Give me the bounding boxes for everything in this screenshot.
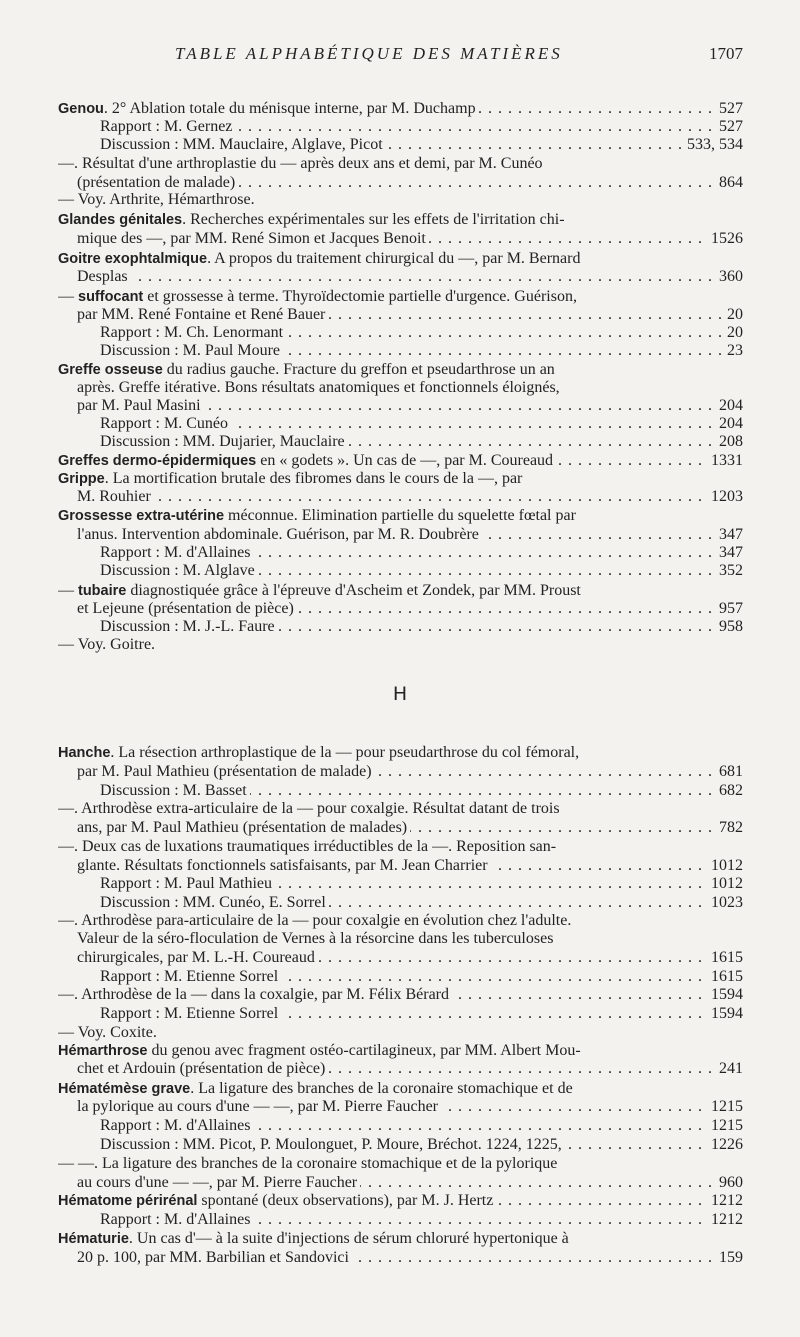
page-number: 1707 xyxy=(709,44,743,63)
entry-body: l'anus. Intervention abdominale. Guérison, par M. R. Doubrère xyxy=(77,526,479,543)
page-reference: 1331 xyxy=(707,451,743,470)
entry-text xyxy=(100,1117,253,1134)
page-reference: 23 xyxy=(723,341,743,360)
index-line xyxy=(58,360,743,379)
index-line xyxy=(100,617,743,636)
entry-keyword: Goitre exophtalmique xyxy=(58,251,208,267)
entry-body: et Lejeune (présentation de pièce) xyxy=(77,600,294,617)
entry-body: Discussion : M. Alglave xyxy=(100,562,255,579)
entry-body: Rapport : M. Paul Mathieu xyxy=(100,875,272,892)
index-line xyxy=(58,1191,743,1210)
entry-keyword: Grippe xyxy=(58,471,105,487)
entry-body: —. Arthrodèse para-articulaire de la — pour coxalgie en évolution chez l'adulte. xyxy=(58,912,572,929)
page-reference: 159 xyxy=(715,1248,743,1267)
page-reference: 20 xyxy=(723,323,743,342)
page-reference: 1203 xyxy=(707,487,743,506)
entry-keyword: Hématurie xyxy=(58,1231,129,1247)
entry-body: par M. Paul Mathieu (présentation de malade) xyxy=(77,763,372,780)
entry-text xyxy=(77,600,297,617)
index-line xyxy=(77,948,743,967)
page-reference: 958 xyxy=(715,617,743,636)
index-line xyxy=(100,967,743,986)
entry-text xyxy=(77,1249,352,1266)
index-line xyxy=(100,781,743,800)
entry-body: 20 p. 100, par MM. Barbilian et Sandovici xyxy=(77,1249,349,1266)
index-line xyxy=(58,1229,743,1248)
entry-body: . Un cas d'— à la suite d'injections de sérum chloruré hypertonique à xyxy=(128,1230,569,1247)
page-reference: 533, 534 xyxy=(683,135,743,154)
entry-text xyxy=(58,1080,576,1097)
entry-text xyxy=(100,118,235,135)
entry-body: . A propos du traitement chirurgical du —, par M. Bernard xyxy=(207,250,581,267)
index-line xyxy=(58,154,743,173)
index-line xyxy=(100,1004,743,1023)
page-reference: 682 xyxy=(715,781,743,800)
entry-text xyxy=(100,1136,565,1153)
entry-body: méconnue. Elimination partielle du squelette fœtal par xyxy=(224,507,576,524)
page-reference: 352 xyxy=(715,561,743,580)
entry-keyword: Greffes dermo-épidermiques xyxy=(58,453,257,469)
entry-body: après. Greffe itérative. Bons résultats anatomiques et fonctionnels éloignés, xyxy=(77,379,560,396)
page-reference: 527 xyxy=(715,99,743,118)
entry-body: diagnostiquée grâce à l'épreuve d'Ascheim et Zondek, par MM. Proust xyxy=(126,582,581,599)
page-reference: 360 xyxy=(715,267,743,286)
page-reference: 681 xyxy=(715,762,743,781)
index-line xyxy=(58,985,743,1004)
running-head xyxy=(0,44,800,68)
index-line xyxy=(100,561,743,580)
entry-keyword: suffocant xyxy=(78,289,144,305)
index-line xyxy=(77,305,743,324)
entry-text xyxy=(58,288,580,305)
index-line xyxy=(77,1097,743,1116)
entry-body: . Recherches expérimentales sur les effets de l'irritation chi- xyxy=(182,211,565,228)
entry-text xyxy=(100,324,286,341)
entry-body: glante. Résultats fonctionnels satisfaisants, par M. Jean Charrier xyxy=(77,857,488,874)
entry-body: Rapport : M. Cunéo xyxy=(100,415,228,432)
entry-text xyxy=(58,100,479,117)
index-line xyxy=(58,469,743,488)
index-line xyxy=(58,581,743,600)
index-line xyxy=(77,818,743,837)
entry-body: Discussion : MM. Dujarier, Mauclaire xyxy=(100,433,345,450)
page-reference: 1594 xyxy=(707,1004,743,1023)
entry-text xyxy=(100,894,329,911)
entry-body: —. Deux cas de luxations traumatiques irréductibles de la —. Reposition san- xyxy=(58,838,557,855)
entry-text xyxy=(100,342,283,359)
index-line xyxy=(100,432,743,451)
entry-body: . 2° Ablation totale du ménisque interne, par M. Duchamp xyxy=(103,100,476,117)
entry-body: Discussion : M. Paul Moure xyxy=(100,342,280,359)
entry-body: . La mortification brutale des fibromes dans le cours de la —, par xyxy=(104,470,523,487)
entry-text xyxy=(100,618,278,635)
entry-body: chet et Ardouin (présentation de pièce) xyxy=(77,1060,326,1077)
entry-text xyxy=(77,379,563,396)
entry-text xyxy=(100,782,250,799)
page-reference: 864 xyxy=(715,173,743,192)
page-reference: 20 xyxy=(723,305,743,324)
entry-dash: — xyxy=(58,288,78,305)
entry-body: Desplas xyxy=(77,268,128,285)
entry-body: spontané (deux observations), par M. J. Hertz xyxy=(197,1192,494,1209)
entry-text xyxy=(100,415,231,432)
entry-text xyxy=(77,488,154,505)
index-line xyxy=(58,190,743,209)
index-line xyxy=(100,543,743,562)
entry-text xyxy=(77,306,328,323)
entry-body: — Voy. Arthrite, Hémarthrose. xyxy=(58,191,255,208)
entry-text xyxy=(58,507,579,524)
entry-body: . La résection arthroplastique de la — pour pseudarthrose du col fémoral, xyxy=(110,744,580,761)
index-line xyxy=(77,487,743,506)
entry-body: — —. La ligature des branches de la coronaire stomachique et de la pylorique xyxy=(58,1155,558,1172)
entry-text xyxy=(58,155,546,172)
entry-text xyxy=(58,470,525,487)
entry-text xyxy=(100,433,348,450)
entry-text xyxy=(100,1211,253,1228)
entry-body: chirurgicales, par M. L.-H. Coureaud xyxy=(77,949,315,966)
entry-body: en « godets ». Un cas de —, par M. Coureaud xyxy=(256,452,554,469)
entry-body: au cours d'une — —, par M. Pierre Faucher xyxy=(77,1174,358,1191)
page-reference: 1212 xyxy=(707,1191,743,1210)
index-line xyxy=(58,1023,743,1042)
entry-text xyxy=(77,930,556,947)
entry-body: par MM. René Fontaine et René Bauer xyxy=(77,306,326,323)
entry-body: . La ligature des branches de la coronaire stomachique et de xyxy=(190,1080,573,1097)
entry-text xyxy=(77,526,482,543)
entry-text xyxy=(58,1230,572,1247)
index-line xyxy=(58,99,743,118)
entry-text xyxy=(58,250,583,267)
entry-dash: — xyxy=(58,582,78,599)
entry-body: Rapport : M. Etienne Sorrel xyxy=(100,1005,279,1022)
index-line xyxy=(77,1248,743,1267)
index-line xyxy=(100,341,743,360)
entry-text xyxy=(100,875,275,892)
entry-text xyxy=(77,1060,328,1077)
entry-body: Rapport : M. d'Allaines xyxy=(100,1211,251,1228)
entry-body: Discussion : MM. Picot, P. Moulonguet, P. Moure, Bréchot. 1224, 1225, xyxy=(100,1136,562,1153)
index-line xyxy=(77,599,743,618)
index-line xyxy=(58,635,743,654)
entry-body: mique des —, par MM. René Simon et Jacques Benoit xyxy=(77,230,426,247)
entry-text xyxy=(58,986,452,1003)
entry-text xyxy=(100,544,253,561)
index-line xyxy=(100,135,743,154)
index-line xyxy=(100,1135,743,1154)
entry-body: —. Résultat d'une arthroplastie du — après deux ans et demi, par M. Cunéo xyxy=(58,155,543,172)
index-line xyxy=(77,856,743,875)
entry-text xyxy=(100,1005,281,1022)
entry-body: du radius gauche. Fracture du greffon et pseudarthrose un an xyxy=(162,361,555,378)
page-reference: 1023 xyxy=(707,893,743,912)
entry-body: —. Arthrodèse extra-articulaire de la — pour coxalgie. Résultat datant de trois xyxy=(58,800,560,817)
entry-body: — Voy. Coxite. xyxy=(58,1024,157,1041)
entry-body: Discussion : MM. Mauclaire, Alglave, Picot xyxy=(100,136,383,153)
index-line xyxy=(77,525,743,544)
entry-text xyxy=(77,230,429,247)
entry-keyword: Hémarthrose xyxy=(58,1043,148,1059)
page-reference: 1615 xyxy=(707,948,743,967)
index-line xyxy=(58,210,743,229)
entry-keyword: Grossesse extra-utérine xyxy=(58,508,225,524)
entry-body: Valeur de la séro-floculation de Vernes à la résorcine dans les tuberculoses xyxy=(77,930,554,947)
index-line xyxy=(100,414,743,433)
entry-body: et grossesse à terme. Thyroïdectomie partielle d'urgence. Guérison, xyxy=(143,288,577,305)
page-reference: 1226 xyxy=(707,1135,743,1154)
page-reference: 957 xyxy=(715,599,743,618)
index-line xyxy=(58,1154,743,1173)
index-line xyxy=(58,911,743,930)
entry-body: Discussion : M. J.-L. Faure xyxy=(100,618,275,635)
entry-text xyxy=(58,800,563,817)
entry-body: Rapport : M. d'Allaines xyxy=(100,1117,251,1134)
index-line xyxy=(58,1079,743,1098)
page-reference: 347 xyxy=(715,525,743,544)
entry-keyword: Hanche xyxy=(58,745,111,761)
entry-body: Rapport : M. Gernez xyxy=(100,118,233,135)
entry-text xyxy=(58,361,558,378)
index-line xyxy=(77,229,743,248)
index-line xyxy=(58,287,743,306)
entry-keyword: Greffe osseuse xyxy=(58,362,163,378)
entry-keyword: Hématémèse grave xyxy=(58,1081,191,1097)
index-line xyxy=(100,1210,743,1229)
entry-text xyxy=(77,1174,360,1191)
page-reference: 527 xyxy=(715,117,743,136)
entry-body: la pylorique au cours d'une — —, par M. Pierre Faucher xyxy=(77,1098,438,1115)
section-letter-h: H xyxy=(392,683,408,705)
entry-text xyxy=(77,949,318,966)
index-line xyxy=(100,323,743,342)
entry-text xyxy=(58,912,574,929)
page-reference: 208 xyxy=(715,432,743,451)
page-reference: 1215 xyxy=(707,1097,743,1116)
page-reference: 1615 xyxy=(707,967,743,986)
index-line xyxy=(58,249,743,268)
entry-body: Rapport : M. Etienne Sorrel xyxy=(100,968,279,985)
page-reference: 1012 xyxy=(707,856,743,875)
entry-text xyxy=(100,968,281,985)
index-line xyxy=(58,799,743,818)
index-line xyxy=(77,762,743,781)
entry-text xyxy=(77,857,491,874)
page-reference: 1594 xyxy=(707,985,743,1004)
entry-text xyxy=(58,1024,160,1041)
index-line xyxy=(100,874,743,893)
index-line xyxy=(100,1116,743,1135)
entry-text xyxy=(77,1098,441,1115)
entry-keyword: Hématome périrénal xyxy=(58,1193,198,1209)
entry-text xyxy=(100,562,258,579)
entry-text xyxy=(58,452,556,469)
entry-text xyxy=(58,838,559,855)
index-line xyxy=(77,378,743,397)
page-reference: 1526 xyxy=(707,229,743,248)
entry-text xyxy=(58,191,258,208)
entry-text xyxy=(77,819,410,836)
entry-body: (présentation de malade) xyxy=(77,174,236,191)
entry-text xyxy=(58,582,584,599)
index-line xyxy=(100,117,743,136)
entry-body: du genou avec fragment ostéo-cartilagineux, par MM. Albert Mou- xyxy=(147,1042,581,1059)
entry-body: Rapport : M. d'Allaines xyxy=(100,544,251,561)
index-line xyxy=(58,1041,743,1060)
page-reference: 1215 xyxy=(707,1116,743,1135)
page-reference: 782 xyxy=(715,818,743,837)
index-line xyxy=(77,1173,743,1192)
page-reference: 347 xyxy=(715,543,743,562)
page-reference: 1012 xyxy=(707,874,743,893)
entry-body: Discussion : M. Basset xyxy=(100,782,247,799)
entry-text xyxy=(58,1155,560,1172)
entry-text xyxy=(58,211,568,228)
entry-text xyxy=(58,1192,496,1209)
entry-text xyxy=(77,174,238,191)
entry-keyword: Genou xyxy=(58,101,104,117)
index-line xyxy=(100,893,743,912)
entry-keyword: tubaire xyxy=(78,583,127,599)
entry-text xyxy=(58,744,582,761)
entry-text xyxy=(77,268,131,285)
index-line xyxy=(58,506,743,525)
entry-text xyxy=(77,397,204,414)
running-head-title: TABLE ALPHABÉTIQUE DES MATIÈRES xyxy=(175,44,563,63)
index-line xyxy=(58,451,743,470)
entry-text xyxy=(77,763,375,780)
page-reference: 204 xyxy=(715,396,743,415)
index-line xyxy=(77,929,743,948)
entry-text xyxy=(100,136,386,153)
index-line xyxy=(58,743,743,762)
page-reference: 204 xyxy=(715,414,743,433)
entry-text xyxy=(58,1042,584,1059)
entry-body: Rapport : M. Ch. Lenormant xyxy=(100,324,284,341)
page-reference: 960 xyxy=(715,1173,743,1192)
index-line xyxy=(58,837,743,856)
entry-body: Discussion : MM. Cunéo, E. Sorrel xyxy=(100,894,326,911)
entry-body: —. Arthrodèse de la — dans la coxalgie, par M. Félix Bérard xyxy=(58,986,449,1003)
index-line xyxy=(77,267,743,286)
entry-text xyxy=(58,636,158,653)
entry-body: ans, par M. Paul Mathieu (présentation de malades) xyxy=(77,819,408,836)
entry-body: M. Rouhier xyxy=(77,488,151,505)
entry-keyword: Glandes génitales xyxy=(58,212,183,228)
entry-body: — Voy. Goitre. xyxy=(58,636,156,653)
index-line xyxy=(77,1059,743,1078)
page-reference: 241 xyxy=(715,1059,743,1078)
index-line xyxy=(77,396,743,415)
page-reference: 1212 xyxy=(707,1210,743,1229)
entry-body: par M. Paul Masini xyxy=(77,397,201,414)
